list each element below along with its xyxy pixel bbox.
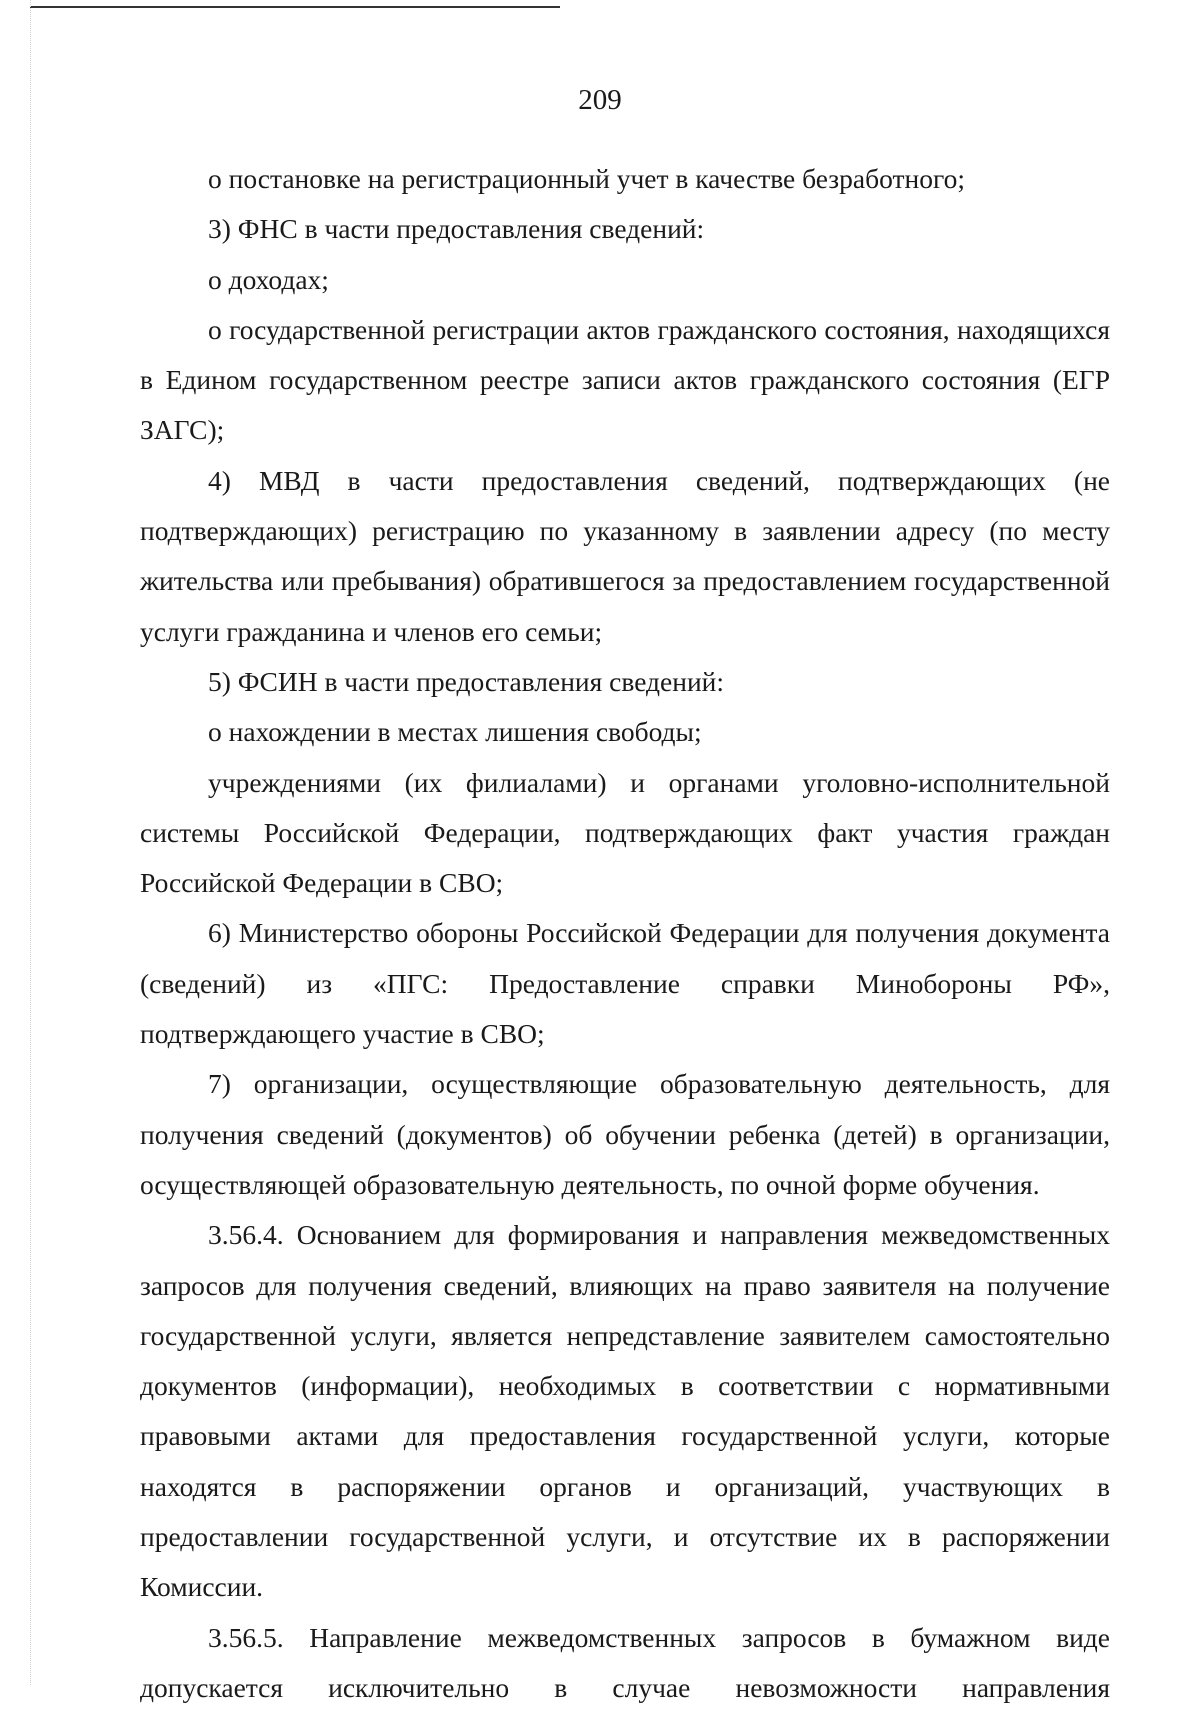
paragraph-11: 3.56.4. Основанием для формирования и направления межведомственных запросов для получения сведений, влияющих на право заявителя на получение государственной услуги, является непредставление заявителем самостоятельно документов (информации), необходимых в соответствии с нормативными правовыми актами для предоставления государственной услуги, которые находятся в распоряжении органов и организаций, участвующих в предоставлении государственной услуги, и отсутствие их в распоряжении Комиссии. (140, 1219, 1110, 1603)
paragraph-6: 5) ФСИН в части предоставления сведений: (208, 665, 725, 697)
paragraph-8: учреждениями (их филиалами) и органами уголовно-исполнительной системы Российской Федерации, подтверждающих факт участия граждан Российской Федерации в СВО; (140, 766, 1110, 899)
paragraph-5: 4) МВД в части предоставления сведений, подтверждающих (не подтверждающих) регистрацию по указанному в заявлении адресу (по месту жительства или пребывания) обратившегося за предоставлением государственной услуги гражданина и членов его семьи; (140, 464, 1110, 647)
paragraph-4: о государственной регистрации актов гражданского состояния, находящихся в Едином государственном реестре записи актов гражданского состояния (ЕГР ЗАГС); (140, 313, 1110, 446)
paragraph-9: 6) Министерство обороны Российской Федерации для получения документа (сведений) из «ПГС: Предоставление справки Минобороны РФ», подтверждающего участие в СВО; (140, 917, 1110, 1050)
body-text (140, 154, 1110, 1713)
paragraph-1: о постановке на регистрационный учет в качестве безработного; (208, 163, 965, 194)
left-edge (30, 0, 31, 1685)
paragraph-12: 3.56.5. Направление межведомственных запросов в бумажном виде допускается исключительно в случае невозможности направления (140, 1621, 1110, 1703)
paragraph-3: о доходах; (208, 263, 329, 295)
top-rule (30, 6, 560, 8)
paragraph-2: 3) ФНС в части предоставления сведений: (208, 213, 705, 245)
page-number: 209 (578, 84, 622, 116)
paragraph-7: о нахождении в местах лишения свободы; (208, 716, 702, 748)
paragraph-10: 7) организации, осуществляющие образовательную деятельность, для получения сведений (документов) об обучении ребенка (детей) в организации, осуществляющей образовательную деятельность, по очной форме обучения. (140, 1068, 1110, 1200)
